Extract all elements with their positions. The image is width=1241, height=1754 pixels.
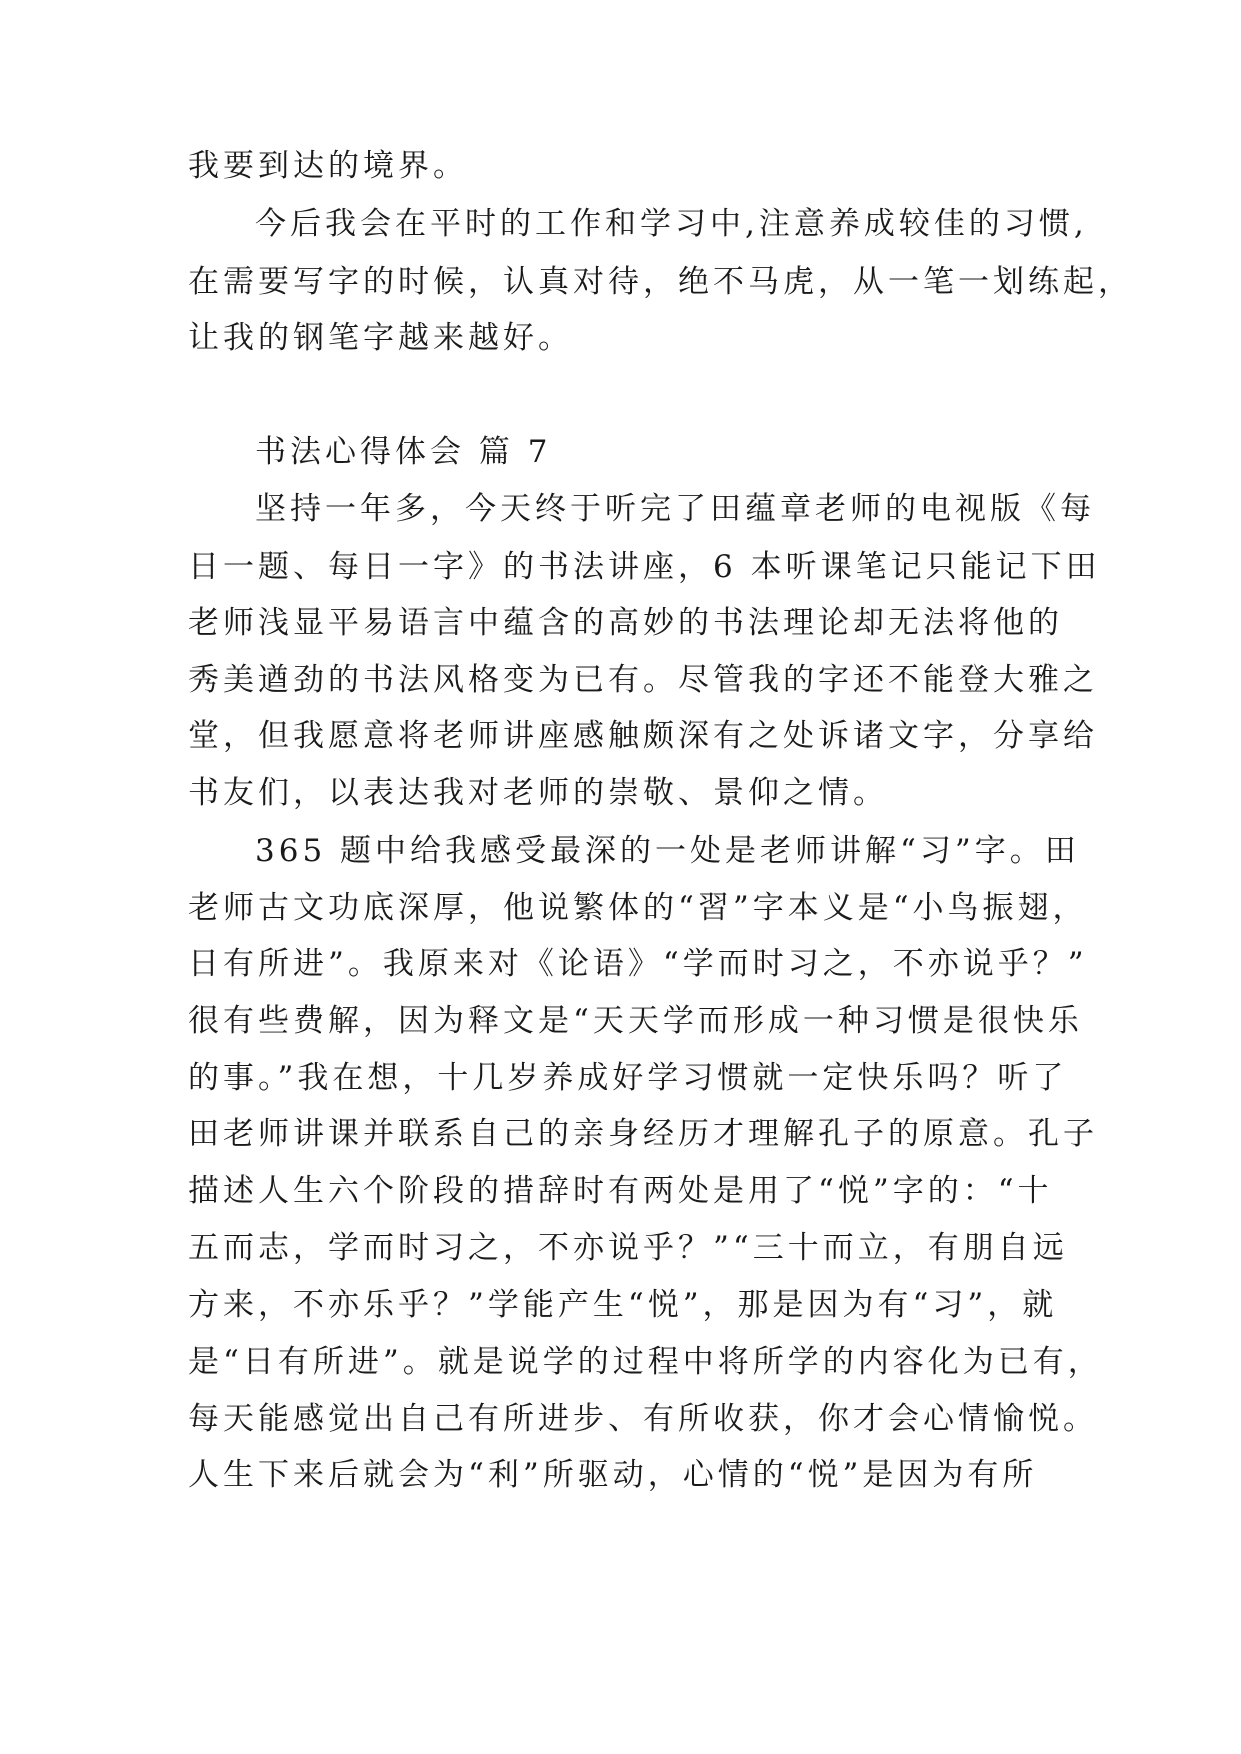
text-line: 日一题、每日一字》的书法讲座，6 本听课笔记只能记下田 xyxy=(188,549,1101,585)
text-line: 每天能感觉出自己有所进步、有所收获，你才会心情愉悦。 xyxy=(188,1401,1098,1437)
text-line: 很有些费解，因为释文是“天天学而形成一种习惯是很快乐 xyxy=(188,1003,1083,1039)
text-line: 老师浅显平易语言中蕴含的高妙的书法理论却无法将他的 xyxy=(188,605,1063,641)
text-line: 是“日有所进”。就是说学的过程中将所学的内容化为已有， xyxy=(188,1344,1103,1380)
text-line: 老师古文功底深厚，他说繁体的“習”字本义是“小鸟振翅， xyxy=(188,890,1088,926)
text-line: 的事。”我在想，十几岁养成好学习惯就一定快乐吗？听了 xyxy=(188,1060,1068,1096)
text-line: 让我的钢笔字越来越好。 xyxy=(188,320,573,356)
text-line: 今后我会在平时的工作和学习中,注意养成较佳的习惯, xyxy=(255,206,1088,242)
section-heading: 书法心得体会 篇 7 xyxy=(255,434,552,470)
text-line: 365 题中给我感受最深的一处是老师讲解“习”字。田 xyxy=(255,833,1080,869)
text-line: 我要到达的境界。 xyxy=(188,148,468,184)
text-line: 堂，但我愿意将老师讲座感触颇深有之处诉诸文字，分享给 xyxy=(188,718,1098,754)
text-line: 人生下来后就会为“利”所驱动，心情的“悦”是因为有所 xyxy=(188,1457,1038,1493)
text-line: 田老师讲课并联系自己的亲身经历才理解孔子的原意。孔子 xyxy=(188,1116,1098,1152)
text-line: 描述人生六个阶段的措辞时有两处是用了“悦”字的：“十 xyxy=(188,1173,1053,1209)
text-line: 秀美遒劲的书法风格变为已有。尽管我的字还不能登大雅之 xyxy=(188,662,1098,698)
text-line: 书友们，以表达我对老师的崇敬、景仰之情。 xyxy=(188,775,888,811)
text-line: 方来，不亦乐乎？”学能产生“悦”，那是因为有“习”，就 xyxy=(188,1287,1058,1323)
text-line: 坚持一年多，今天终于听完了田蕴章老师的电视版《每 xyxy=(255,491,1095,527)
text-line: 日有所进”。我原来对《论语》“学而时习之，不亦说乎？” xyxy=(188,946,1088,982)
text-line: 五而志，学而时习之，不亦说乎？”“三十而立，有朋自远 xyxy=(188,1230,1068,1266)
text-line: 在需要写字的时候，认真对待，绝不马虎，从一笔一划练起， xyxy=(188,264,1133,300)
